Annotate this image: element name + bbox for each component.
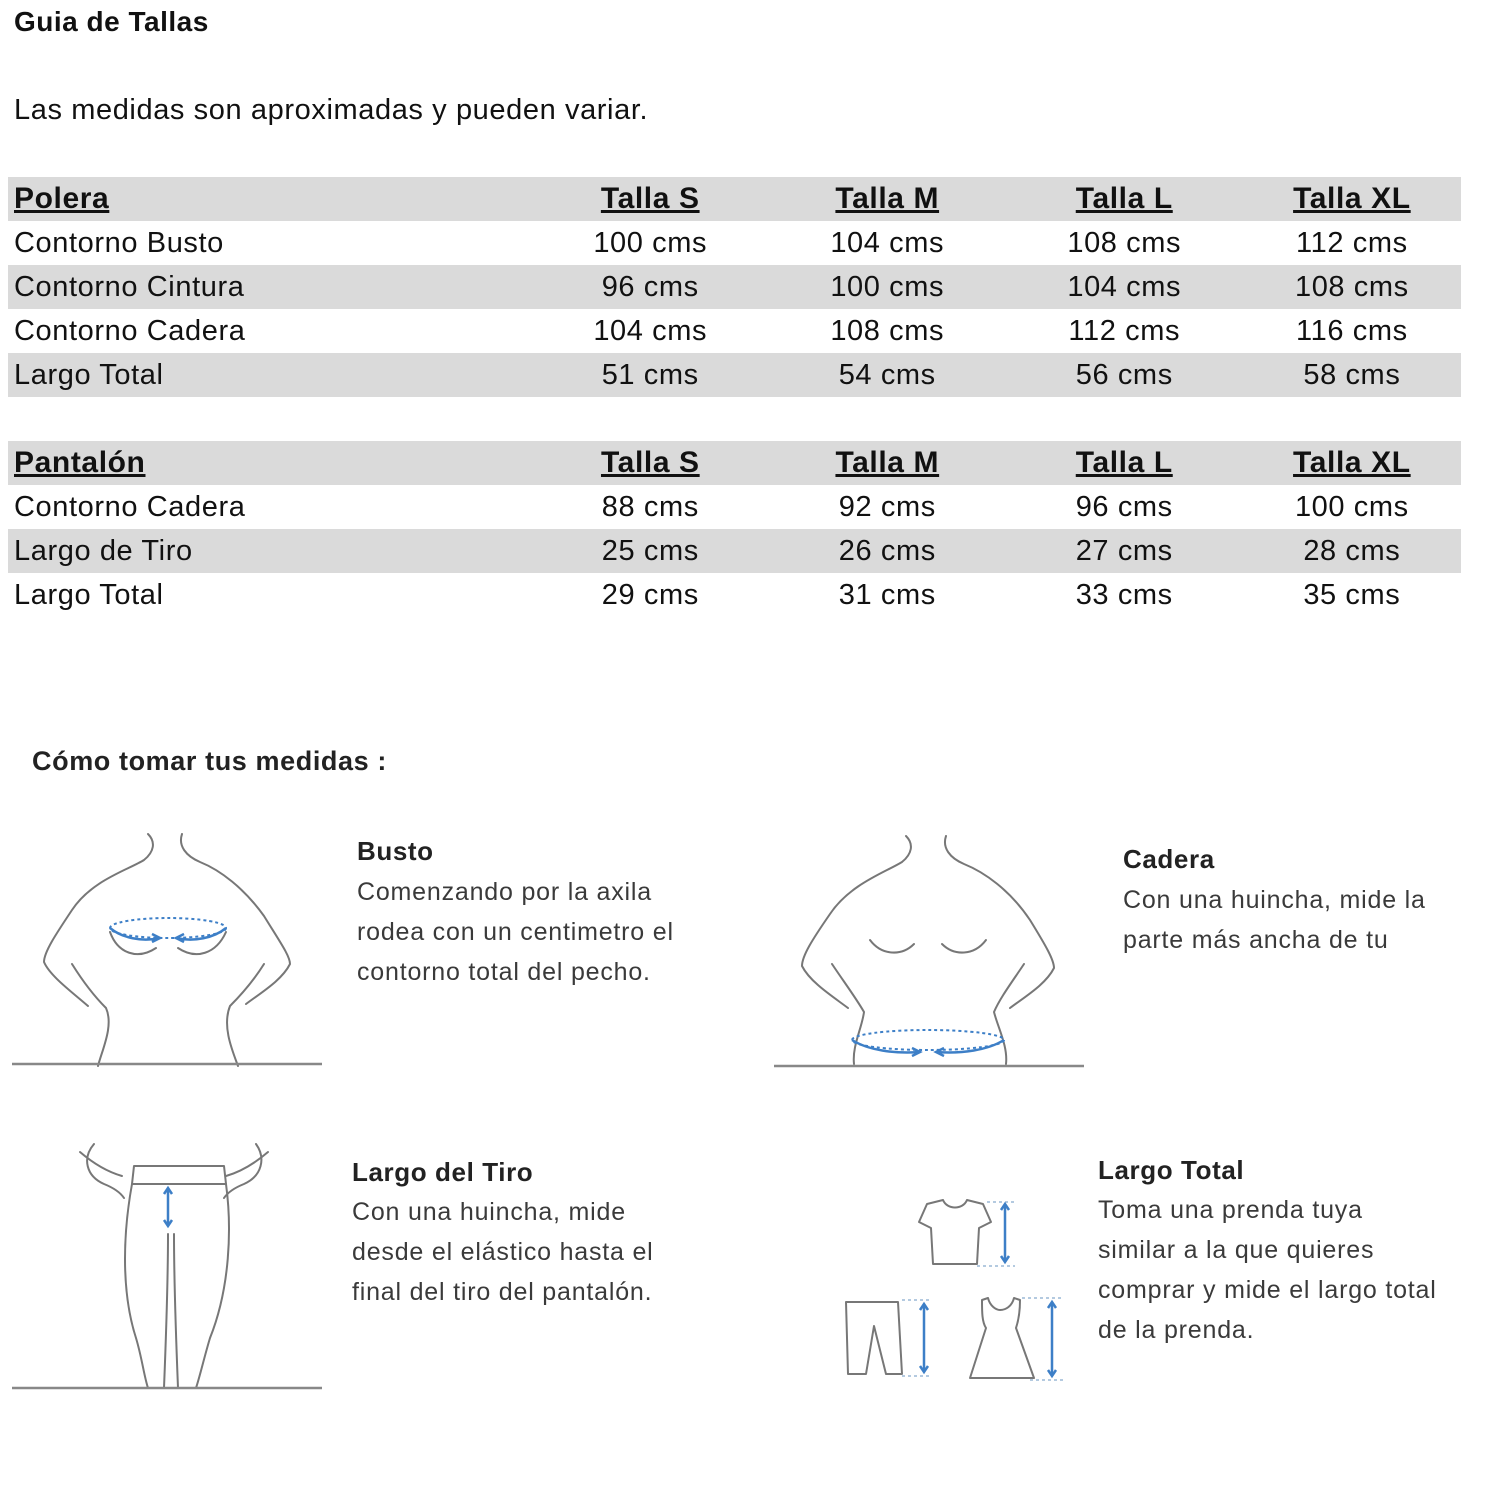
table-cell: 96 cms [532, 265, 769, 309]
pants-figure-icon [10, 1138, 325, 1393]
table-cell: 25 cms [532, 529, 769, 573]
table-cell: 100 cms [593, 226, 708, 259]
table-header-row [8, 177, 1461, 221]
table-cell: 88 cms [601, 490, 699, 523]
table-header-cell: Talla L [1006, 441, 1243, 485]
table-cell: 104 cms [830, 226, 945, 259]
table-cell: 104 cms [1006, 265, 1243, 309]
table-header-cell: Talla XL [1243, 177, 1461, 221]
largo-total-title: Largo Total [1098, 1155, 1245, 1185]
cadera-line: Con una huincha, mide la [1123, 886, 1426, 914]
tiro-line: final del tiro del pantalón. [352, 1278, 653, 1306]
table-cell: 31 cms [838, 578, 936, 611]
table-cell: 108 cms [1243, 265, 1461, 309]
pantalon-size-table [8, 441, 1461, 617]
busto-description [357, 872, 674, 992]
table-header-cell: Pantalón [8, 441, 532, 485]
table-row [8, 265, 1461, 309]
table-cell: 26 cms [769, 529, 1006, 573]
row-label: Contorno Cintura [8, 265, 532, 309]
tiro-line: desde el elástico hasta el [352, 1238, 654, 1266]
tiro-title: Largo del Tiro [352, 1157, 534, 1187]
shorts-icon [840, 1296, 940, 1382]
table-header-cell: Talla M [769, 441, 1006, 485]
row-label: Contorno Cadera [14, 490, 246, 523]
bust-figure-icon [10, 830, 325, 1070]
page-title: Guia de Tallas [14, 6, 209, 37]
table-cell: 112 cms [1296, 226, 1408, 259]
largo-total-line: Toma una prenda tuya [1098, 1196, 1363, 1224]
table-row [8, 309, 1461, 353]
table-cell: 100 cms [1294, 490, 1409, 523]
row-label: Largo de Tiro [8, 529, 532, 573]
table-cell: 108 cms [1067, 226, 1182, 259]
table-cell: 27 cms [1006, 529, 1243, 573]
tiro-description [352, 1192, 654, 1312]
table-header-row [8, 441, 1461, 485]
table-row [8, 529, 1461, 573]
cadera-description [1123, 880, 1426, 960]
largo-total-line: comprar y mide el largo total [1098, 1276, 1437, 1304]
table-row [8, 573, 1461, 617]
dress-icon [960, 1294, 1070, 1386]
table-cell: 33 cms [1075, 578, 1173, 611]
table-header-cell: Talla L [1006, 177, 1243, 221]
busto-title: Busto [357, 836, 434, 866]
table-row [8, 353, 1461, 397]
busto-line: contorno total del pecho. [357, 958, 651, 986]
table-header-cell: Talla M [769, 177, 1006, 221]
largo-total-line: similar a la que quieres [1098, 1236, 1375, 1264]
table-cell: 92 cms [838, 490, 936, 523]
table-cell: 28 cms [1243, 529, 1461, 573]
busto-line: rodea con un centimetro el [357, 918, 674, 946]
table-cell: 108 cms [830, 314, 945, 347]
table-row [8, 485, 1461, 529]
tshirt-icon [905, 1198, 1020, 1272]
row-label: Largo Total [14, 578, 164, 611]
table-cell: 56 cms [1006, 353, 1243, 397]
table-header-cell: Polera [8, 177, 532, 221]
polera-size-table [8, 177, 1461, 397]
table-header-cell: Talla S [532, 177, 769, 221]
largo-total-line: de la prenda. [1098, 1316, 1255, 1344]
table-cell: 104 cms [593, 314, 708, 347]
row-label: Largo Total [8, 353, 532, 397]
measure-guide-title: Cómo tomar tus medidas : [32, 746, 387, 776]
table-cell: 116 cms [1296, 314, 1408, 347]
largo-total-description [1098, 1190, 1437, 1350]
table-cell: 54 cms [769, 353, 1006, 397]
busto-line: Comenzando por la axila [357, 878, 652, 906]
hip-figure-icon [772, 832, 1087, 1072]
table-row [8, 221, 1461, 265]
table-cell: 96 cms [1075, 490, 1173, 523]
table-cell: 58 cms [1243, 353, 1461, 397]
table-cell: 51 cms [532, 353, 769, 397]
cadera-title: Cadera [1123, 844, 1215, 874]
table-cell: 35 cms [1303, 578, 1401, 611]
tiro-line: Con una huincha, mide [352, 1198, 626, 1226]
table-cell: 112 cms [1068, 314, 1181, 347]
row-label: Contorno Cadera [14, 314, 246, 347]
page-subtitle: Las medidas son aproximadas y pueden variar. [14, 94, 649, 126]
table-header-cell: Talla S [532, 441, 769, 485]
row-label: Contorno Busto [14, 226, 224, 259]
table-cell: 100 cms [769, 265, 1006, 309]
table-header-cell: Talla XL [1243, 441, 1461, 485]
cadera-line: parte más ancha de tu [1123, 926, 1389, 954]
table-cell: 29 cms [601, 578, 699, 611]
